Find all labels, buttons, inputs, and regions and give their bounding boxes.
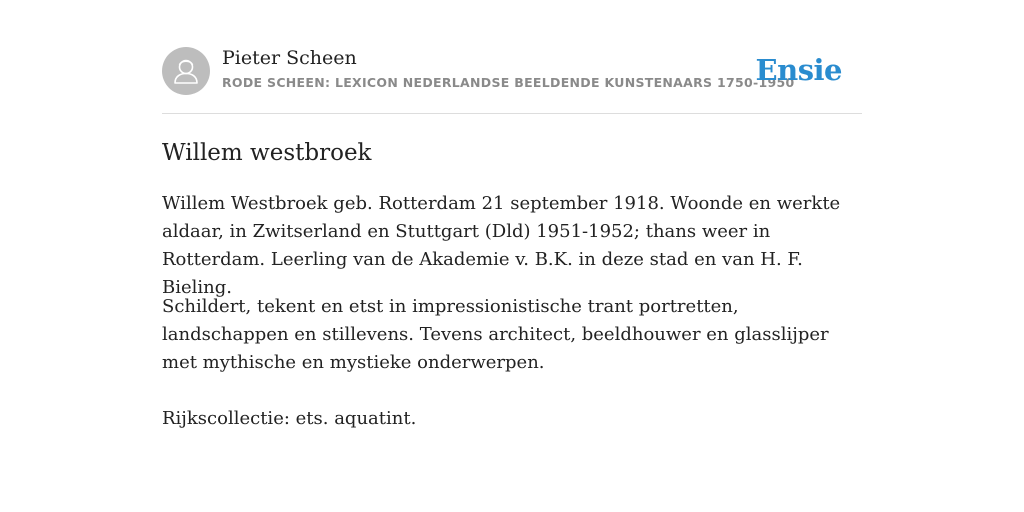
user-icon — [162, 47, 210, 95]
entry-title: Willem westbroek — [162, 140, 372, 166]
author-avatar[interactable] — [162, 47, 210, 95]
entry-header — [162, 0, 862, 114]
entry-card — [162, 0, 862, 429]
entry-paragraph-2: Schildert, tekent en etst in impressionistische trant portretten, landschappen en stillevens. Tevens architect, beeldhouwer en glasslijper met mythische en mystieke onderwerpen. — [162, 296, 829, 373]
entry-paragraph-1: Willem Westbroek geb. Rotterdam 21 september 1918. Woonde en werkte aldaar, in Zwitserland en Stuttgart (Dld) 1951-1952; thans weer in Rotterdam. Leerling van de Akademie v. B.K. in deze stad en van H. F. Bieling. — [162, 193, 841, 298]
source-title[interactable]: RODE SCHEEN: LEXICON NEDERLANDSE BEELDENDE KUNSTENAARS 1750-1950 — [222, 75, 795, 90]
ensie-logo[interactable]: Ensie — [755, 53, 842, 87]
entry-paragraph-3: Rijkscollectie: ets. aquatint. — [162, 408, 417, 429]
author-name[interactable]: Pieter Scheen — [222, 47, 357, 69]
